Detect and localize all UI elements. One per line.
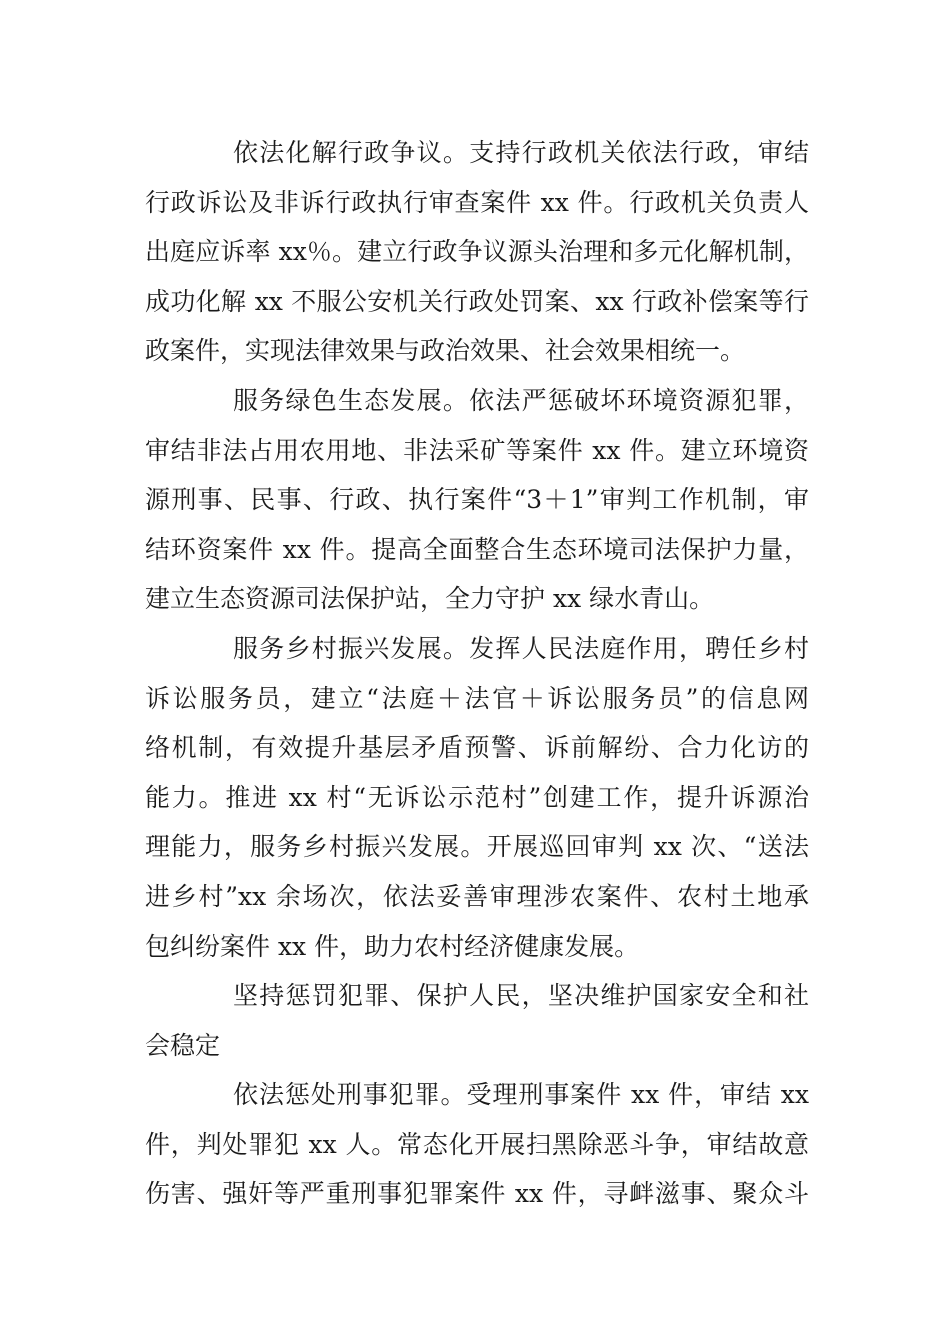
paragraph-line: 政案件，实现法律效果与政治效果、社会效果相统一。 bbox=[145, 336, 746, 366]
paragraph-line: 行政诉讼及非诉行政执行审查案件 xx 件。行政机关负责人 bbox=[145, 187, 809, 217]
paragraph-line: 依法惩处刑事犯罪。受理刑事案件 xx 件，审结 xx bbox=[233, 1080, 809, 1110]
paragraph-line: 络机制，有效提升基层矛盾预警、诉前解纷、合力化访的 bbox=[145, 733, 809, 763]
paragraph-line: 源刑事、民事、行政、执行案件“3＋1”审判工作机制，审 bbox=[145, 485, 809, 515]
paragraph-line: 依法化解行政争议。支持行政机关依法行政，审结 bbox=[233, 138, 809, 167]
paragraph-line: 审结非法占用农用地、非法采矿等案件 xx 件。建立环境资 bbox=[145, 435, 809, 465]
paragraph-green-ecology bbox=[145, 376, 809, 624]
paragraph-line: 伤害、强奸等严重刑事犯罪案件 xx 件，寻衅滋事、聚众斗 bbox=[145, 1179, 809, 1209]
heading-line: 会稳定 bbox=[145, 1030, 221, 1060]
paragraph-criminal-punishment bbox=[145, 1070, 809, 1219]
paragraph-line: 能力。推进 xx 村“无诉讼示范村”创建工作，提升诉源治 bbox=[145, 782, 809, 812]
paragraph-line: 进乡村”xx 余场次，依法妥善审理涉农案件、农村土地承 bbox=[145, 881, 809, 911]
paragraph-line: 理能力，服务乡村振兴发展。开展巡回审判 xx 次、“送法 bbox=[145, 832, 809, 862]
paragraph-line: 出庭应诉率 xx％。建立行政争议源头治理和多元化解机制， bbox=[145, 237, 809, 267]
paragraph-line: 建立生态资源司法保护站，全力守护 xx 绿水青山。 bbox=[145, 584, 715, 614]
paragraph-line: 服务绿色生态发展。依法严惩破坏环境资源犯罪， bbox=[233, 385, 809, 415]
heading-line: 坚持惩罚犯罪、保护人民，坚决维护国家安全和社 bbox=[233, 981, 809, 1011]
paragraph-administrative-disputes bbox=[145, 128, 809, 376]
paragraph-line: 结环资案件 xx 件。提高全面整合生态环境司法保护力量， bbox=[145, 534, 809, 564]
paragraph-line: 包纠纷案件 xx 件，助力农村经济健康发展。 bbox=[145, 931, 640, 961]
paragraph-line: 件，判处罪犯 xx 人。常态化开展扫黑除恶斗争，审结故意 bbox=[145, 1129, 809, 1159]
paragraph-line: 成功化解 xx 不服公安机关行政处罚案、xx 行政补偿案等行 bbox=[145, 286, 809, 316]
document-body bbox=[145, 128, 809, 1219]
section-heading-security-stability bbox=[145, 971, 809, 1070]
paragraph-rural-revitalization bbox=[145, 624, 809, 971]
paragraph-line: 诉讼服务员，建立“法庭＋法官＋诉讼服务员”的信息网 bbox=[145, 683, 809, 713]
paragraph-line: 服务乡村振兴发展。发挥人民法庭作用，聘任乡村 bbox=[233, 633, 809, 663]
